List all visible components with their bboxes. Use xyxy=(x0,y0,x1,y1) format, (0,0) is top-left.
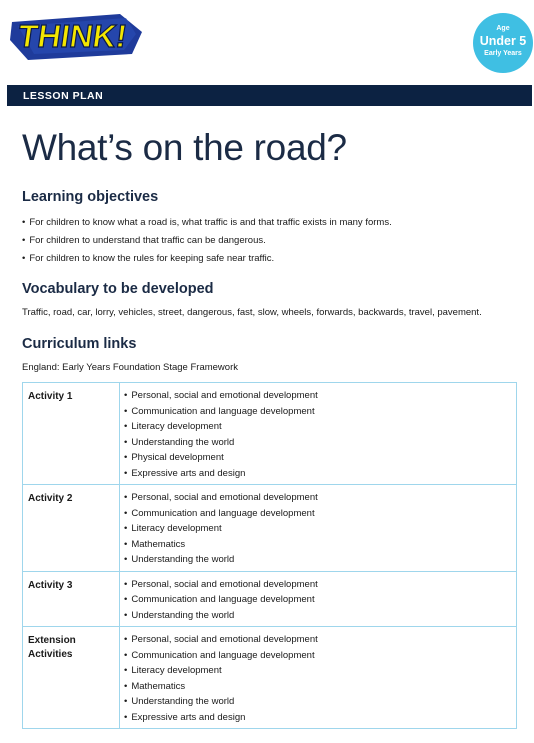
list-item: • Literacy development xyxy=(124,521,516,537)
activity-label: Activity 1 xyxy=(28,391,73,402)
list-item: • Personal, social and emotional development xyxy=(124,577,516,593)
list-item: • Expressive arts and design xyxy=(124,466,516,482)
list-item: • Communication and language development xyxy=(124,404,516,420)
list-item: • Mathematics xyxy=(124,537,516,553)
curriculum-items-cell xyxy=(120,485,517,572)
table-row xyxy=(23,485,517,572)
list-item: • Communication and language development xyxy=(124,592,516,608)
curriculum-items-list xyxy=(124,577,516,624)
logo-wordmark: THINK! xyxy=(15,18,130,54)
activity-label: Activity 2 xyxy=(28,493,73,504)
list-item: • Literacy development xyxy=(124,663,516,679)
objective-item: • For children to know what a road is, what traffic is and that traffic exists in many forms. xyxy=(22,214,392,232)
curriculum-items-list xyxy=(124,490,516,568)
think-logo xyxy=(8,10,144,60)
page-title: What’s on the road? xyxy=(22,127,347,168)
list-item: • Literacy development xyxy=(124,419,516,435)
age-badge-label: Age xyxy=(496,25,510,32)
age-badge xyxy=(473,13,533,73)
list-item: • Understanding the world xyxy=(124,694,516,710)
list-item: • Understanding the world xyxy=(124,552,516,568)
vocabulary-text: Traffic, road, car, lorry, vehicles, street, dangerous, fast, slow, wheels, forwards, backwards, travel, pavement. xyxy=(22,307,482,318)
activity-label: Activity 3 xyxy=(28,579,73,591)
curriculum-items-cell xyxy=(120,571,517,627)
list-item: • Personal, social and emotional development xyxy=(124,490,516,506)
table-row xyxy=(23,571,517,627)
learning-objectives-heading: Learning objectives xyxy=(22,189,159,205)
age-badge-value: Under 5 xyxy=(479,34,527,48)
curriculum-heading: Curriculum links xyxy=(22,336,137,352)
table-row xyxy=(23,383,517,485)
curriculum-items-cell xyxy=(120,383,517,485)
curriculum-framework: England: Early Years Foundation Stage Framework xyxy=(22,362,238,373)
curriculum-items-list xyxy=(124,632,516,725)
activity-cell xyxy=(23,485,120,572)
age-badge-subtitle: Early Years xyxy=(484,50,522,57)
activity-cell xyxy=(23,383,120,485)
list-item: • Communication and language development xyxy=(124,506,516,522)
list-item: • Communication and language development xyxy=(124,648,516,664)
activity-label-line2: Activities xyxy=(28,649,73,660)
activity-cell xyxy=(23,627,120,729)
vocabulary-heading: Vocabulary to be developed xyxy=(22,281,214,297)
curriculum-items-list xyxy=(124,388,516,481)
list-item: • Mathematics xyxy=(124,679,516,695)
list-item: • Understanding the world xyxy=(124,435,516,451)
objective-item: • For children to understand that traffic can be dangerous. xyxy=(22,232,392,250)
table-row xyxy=(23,627,517,729)
list-item: • Personal, social and emotional development xyxy=(124,388,516,404)
activity-label: Extension xyxy=(28,635,76,646)
list-item: • Physical development xyxy=(124,450,516,466)
lesson-plan-bar xyxy=(7,85,532,106)
activity-cell xyxy=(23,571,120,627)
lesson-plan-label: LESSON PLAN xyxy=(23,90,104,102)
curriculum-table xyxy=(22,382,517,729)
objective-item: • For children to know the rules for keeping safe near traffic. xyxy=(22,250,392,268)
list-item: • Expressive arts and design xyxy=(124,710,516,726)
list-item: • Personal, social and emotional development xyxy=(124,632,516,648)
learning-objectives-list xyxy=(22,214,392,268)
list-item: • Understanding the world xyxy=(124,608,516,624)
curriculum-items-cell xyxy=(120,627,517,729)
